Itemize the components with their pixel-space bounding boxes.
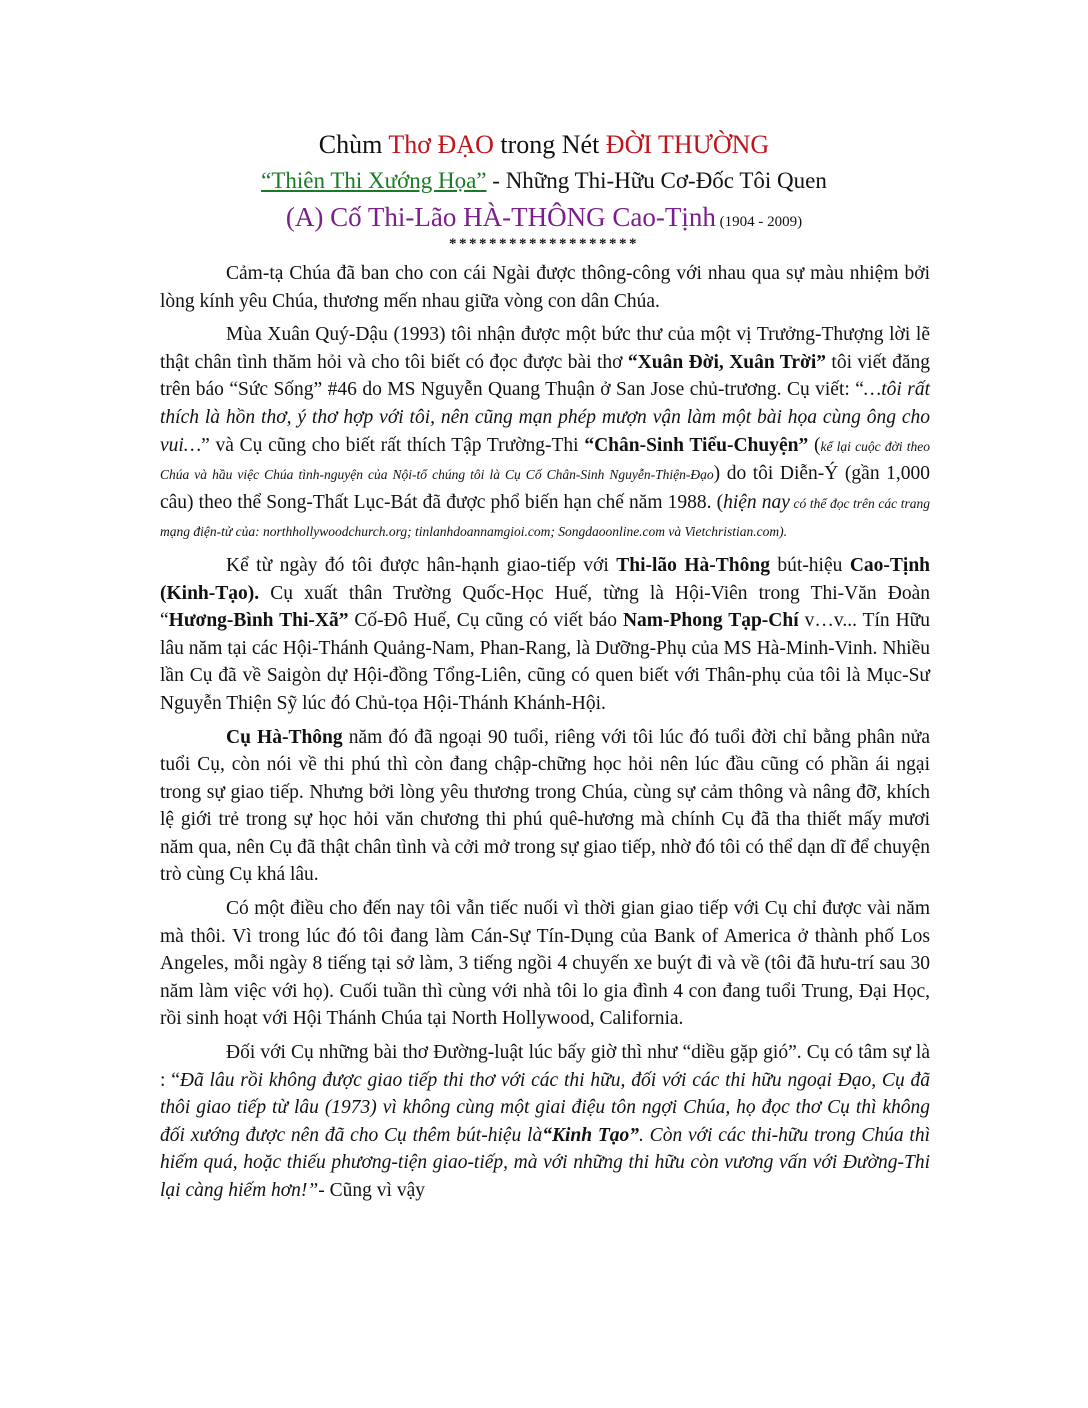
bold-run: Thi-lão Hà-Thông: [616, 554, 770, 576]
italic-run: . Còn với các thi-hữu trong Chúa thì hiếm quá, hoặc thiếu phương-tiện giao-tiếp, mà với những thi hữu còn vương vấn với Đường-Thi lại càng hiếm hơn!”: [160, 1124, 931, 1201]
text-run: tôi viết đăng trên báo “Sức Sống” #46 do MS Nguyễn Quang Thuận ở San Jose chủ-trương. Cụ viết: “: [160, 351, 931, 401]
text-run: Đối với Cụ những bài thơ Đường-luật lúc bấy giờ thì như “diều gặp gió”. Cụ có tâm sự là : “: [160, 1042, 930, 1091]
bold-run: Nam-Phong Tạp-Chí: [622, 610, 799, 632]
text-run: Cụ xuất thân Trường Quốc-Học Huế, từng là Hội-Viên trong Thi-Văn Đoàn “: [160, 582, 930, 632]
text-run: Cố-Đô Huế, Cụ cũng có viết báo: [348, 610, 623, 632]
text-run: v…v... Tín Hữu lâu năm tại các Hội-Thánh Quảng-Nam, Phan-Rang, là Dưỡng-Phụ của MS Hà-Minh-Vinh. Nhiều lần Cụ đã về Saigòn dự Hội-đồng Tổng-Liên, cũng có quen biết với Thân-phụ của tôi là Mục-Sư Nguyễn Thiện Sỹ lúc đó Chủ-tọa Hội-Thánh Khánh-Hội.: [160, 610, 930, 714]
italic-run: …tôi rất thích là hồn thơ, ý thơ hợp với tôi, nên cũng mạn phép mượn vận làm một bài họa cùng ông cho vui…: [160, 379, 930, 456]
italic-run: hiện nay: [723, 491, 790, 513]
subtitle-text: - Những Thi-Hữu Cơ-Đốc Tôi Quen: [486, 168, 827, 193]
bold-run: Cao-Tịnh (Kinh-Tạo).: [160, 554, 931, 604]
bold-italic-run: “Kinh Tạo”: [542, 1124, 640, 1146]
italic-run: Đã lâu rồi không được giao tiếp thi thơ với các thi hữu, đối với các thi hữu ngoại Đạo, Cụ đã thôi giao tiếp từ lâu (1973) vì không cùng một giai điệu tôn ngợi Chúa, họ đọc thơ Cụ thì không đối xướng được nên đã cho Cụ thêm bút-hiệu là: [160, 1069, 931, 1146]
text-run: năm đó đã ngoại 90 tuổi, riêng với tôi lúc đó tuổi đời chỉ bằng phân nửa tuổi Cụ, còn nói về thi phú thì còn đang chập-chững học hỏi nên lúc đầu cũng có phần ái ngại trong sự giao tiếp. Nhưng bởi lòng yêu thương trong Chúa, cùng sự cảm thông và nâng đỡ, khích lệ giới trẻ trong sự học hỏi văn chương thi phú quê-hương mà chính Cụ đã tha thiết mấy mươi năm qua, nên Cụ đã thật chân tình và cởi mở trong sự giao tiếp, nhờ đó tôi có thể dạn dĩ để chuyện trò cùng Cụ khá lâu.: [160, 726, 930, 886]
text-run: (: [808, 434, 821, 456]
paragraph-5: Có một điều cho đến nay tôi vẫn tiếc nuối vì thời gian giao tiếp với Cụ chỉ được vài năm mà thôi. Vì trong lúc đó tôi đang làm Cán-Sự Tín-Dụng của Bank of America ở thành phố Los Angeles, mỗi ngày 8 tiếng tại sở làm, 3 tiếng ngồi 4 chuyến xe buýt đi và về (tôi đã hưu-trí sau 30 năm làm việc với họ). Cuối tuần thì cùng với nhà tôi lo gia đình 4 con đang tuổi Trung, Đại Học, rồi sinh hoạt với Hội Thánh Chúa tại North Hollywood, California.: [160, 898, 930, 1030]
paragraph-6: [160, 1039, 930, 1205]
subtitle-highlight: “Thiên Thi Xướng Họa”: [261, 168, 487, 193]
small-italic-run: kể lại cuộc đời theo Chúa và hầu việc Chúa tình-nguyện của Nội-tổ chúng tôi là Cụ Cố Chân-Sinh Nguyễn-Thiện-Đạo: [160, 438, 930, 483]
paragraph-3: [160, 552, 930, 718]
bold-run: “Xuân Đời, Xuân Trời”: [627, 351, 826, 373]
life-years: (1904 - 2009): [715, 214, 803, 230]
text-run: - Cũng vì vậy: [318, 1180, 425, 1201]
paragraph-1: Cảm-tạ Chúa đã ban cho con cái Ngài được thông-công với nhau qua sự màu nhiệm bởi lòng kính yêu Chúa, thương mến nhau giữa vòng con dân Chúa.: [160, 263, 930, 312]
title-line-3: [0, 202, 1088, 233]
small-italic-run: có thể đọc trên các trang mạng điện-tử của: northhollywoodchurch.org; tinlanhdoannamgioi.com; Songdaoonline.com và Vietchristian.com).: [160, 495, 930, 540]
title-line-2: [0, 168, 1088, 194]
text-run: Kể từ ngày đó tôi được hân-hạnh giao-tiếp với: [226, 554, 617, 576]
paragraph-4: [160, 724, 930, 890]
paragraph-2: [160, 321, 930, 546]
text-run: ” và Cụ cũng cho biết rất thích Tập Trường-Thi: [201, 434, 585, 456]
text-run: ) do tôi Diễn-Ý (gần 1,000 câu) theo thể Song-Thất Lục-Bát đã được phổ biến hạn chế năm 1988. (: [160, 463, 930, 513]
title-highlight: ĐỜI THƯỜNG: [605, 130, 770, 159]
bold-run: Hương-Bình Thi-Xã”: [168, 610, 349, 632]
text-run: bút-hiệu: [769, 554, 850, 576]
text-run: Mùa Xuân Quý-Dậu (1993) tôi nhận được một bức thư của một vị Trưởng-Thượng lời lẽ thật chân tình thăm hỏi và cho tôi biết có đọc được bài thơ: [160, 324, 930, 373]
bold-run: “Chân-Sinh Tiểu-Chuyện”: [584, 434, 809, 456]
title-highlight: Thơ ĐẠO: [388, 130, 494, 159]
title-text: Chùm: [318, 130, 389, 159]
title-text: trong Nét: [493, 130, 606, 159]
star-divider: *******************: [449, 236, 639, 252]
bold-run: Cụ Hà-Thông: [226, 726, 343, 748]
section-title: (A) Cố Thi-Lão HÀ-THÔNG Cao-Tịnh: [285, 202, 716, 232]
article-body: [160, 260, 930, 1211]
title-line-1: [0, 130, 1088, 160]
